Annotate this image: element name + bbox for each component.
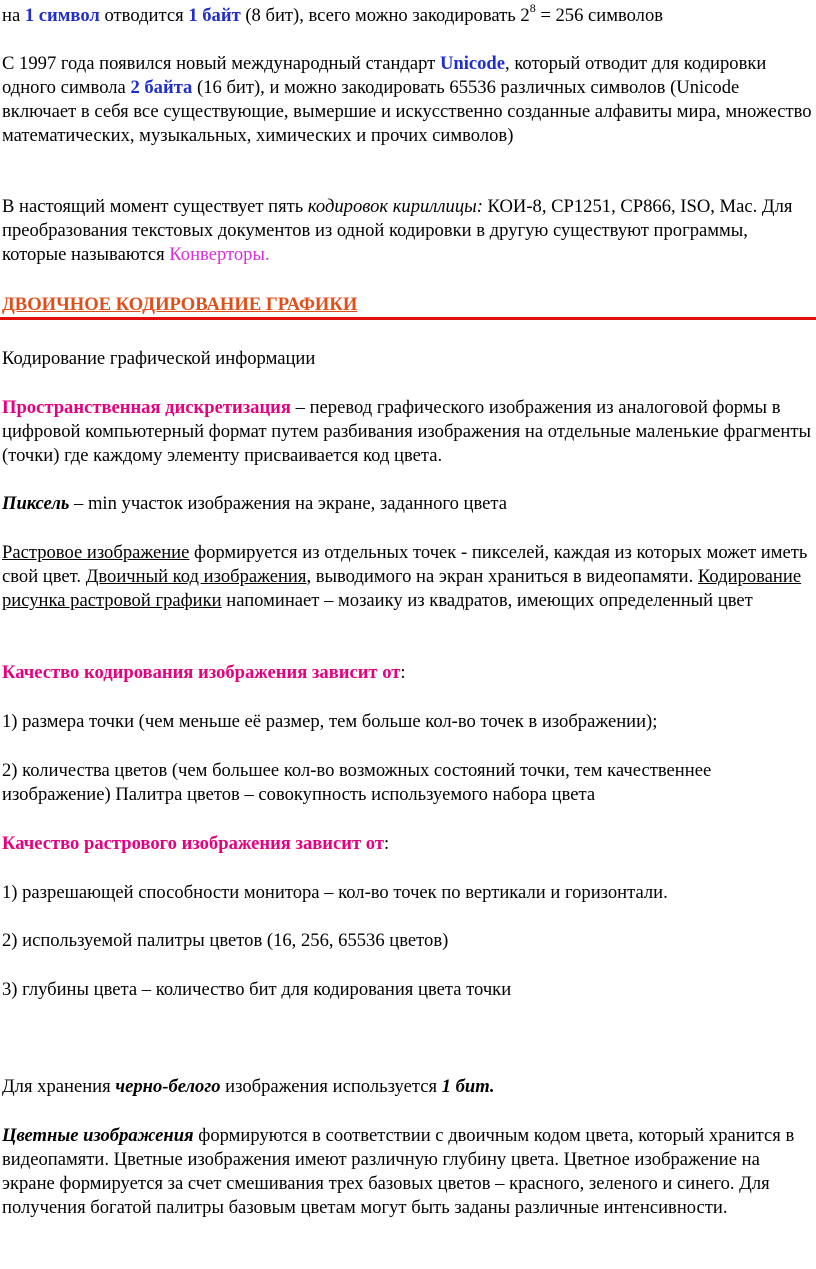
- highlight-1-symbol: 1 символ: [24, 5, 100, 26]
- section-heading: [0, 293, 814, 317]
- subheading-encoding-quality: Качество кодирования изображения зависит от: [2, 662, 401, 683]
- highlight-2-bytes: 2 байта: [130, 77, 193, 98]
- paragraph-raster-quality-heading: Качество растрового изображения зависит от:: [2, 833, 390, 854]
- heading-divider: [0, 317, 816, 320]
- list-item-color-count: 2) количества цветов (чем большее кол-во возможных состояний точки, тем качественнее изображение) Палитра цветов – совокупность используемого набора цвета: [2, 760, 712, 805]
- paragraph-symbol-byte: на 1 символ отводится 1 байт (8 бит), всего можно закодировать $2^8 = 256$ символов: [2, 0, 664, 26]
- list-item-palette: 2) используемой палитры цветов (16, 256, 65536 цветов): [2, 930, 449, 951]
- list-item-monitor-resolution: 1) разрешающей способности монитора – кол-во точек по вертикали и горизонтали.: [2, 882, 668, 903]
- term-1-bit: 1 бит.: [441, 1076, 495, 1097]
- paragraph-color-images: Цветные изображения формируются в соответствии с двоичным кодом цвета, который хранится в видеопамяти. Цветные изображения имеют различную глубину цвета. Цветное изображение на экране формируется за счет смешивания трех базовых цветов – красного, зеленого и синего. Для получения богатой палитры базовым цветам могут быть заданы различные интенсивности.: [2, 1125, 795, 1218]
- paragraph-raster-image: Растровое изображение формируется из отдельных точек - пикселей, каждая из которых может иметь свой цвет. Двоичный код изображения, выводимого на экран храниться в видеопамяти. Кодирование рисунка растровой графики напоминает – мозаику из квадратов, имеющих определенный цвет: [2, 542, 808, 611]
- paragraph-unicode: С 1997 года появился новый международный стандарт Unicode, который отводит для кодировки одного символа 2 байта (16 бит), и можно закодировать 65536 различных символов (Unicode включает в себя все существующие, вымершие и искусственно созданные алфавиты мира, множество математических, музыкальных, химических и прочих символов): [2, 53, 812, 146]
- list-item-color-depth: 3) глубины цвета – количество бит для кодирования цвета точки: [2, 979, 512, 1000]
- italic-cyrillic-encodings: кодировок кириллицы:: [307, 196, 483, 217]
- highlight-1-byte: 1 байт: [188, 5, 241, 26]
- term-raster-image: Растровое изображение: [2, 542, 190, 563]
- paragraph-graphics-encoding-title: Кодирование графической информации: [2, 348, 316, 369]
- term-raster-encoding: Кодирование рисунка растровой графики: [2, 566, 802, 611]
- paragraph-pixel: Пиксель – min участок изображения на экране, заданного цвета: [2, 493, 508, 514]
- heading-binary-graphics: ДВОИЧНОЕ КОДИРОВАНИЕ ГРАФИКИ: [2, 294, 358, 315]
- list-item-point-size: 1) размера точки (чем меньше её размер, тем больше кол-во точек в изображении);: [2, 711, 658, 732]
- term-pixel: Пиксель: [2, 493, 70, 514]
- converters-term: Конверторы.: [169, 244, 270, 265]
- term-spatial-discretization: Пространственная дискретизация: [2, 397, 291, 418]
- paragraph-black-white: Для хранения черно-белого изображения используется 1 бит.: [2, 1076, 495, 1097]
- term-color-images: Цветные изображения: [2, 1125, 194, 1146]
- paragraph-cyrillic-encodings: В настоящий момент существует пять кодировок кириллицы: КОИ-8, СР1251, СР866, ISO, Mac. Для преобразования текстовых документов из одной кодировки в другую существуют программы, которые называются Конверторы.: [2, 196, 793, 265]
- exponent: 8: [529, 0, 536, 15]
- paragraph-encoding-quality-heading: Качество кодирования изображения зависит от:: [2, 662, 406, 683]
- subheading-raster-quality: Качество растрового изображения зависит от: [2, 833, 384, 854]
- term-black-white: черно-белого: [115, 1076, 221, 1097]
- term-binary-code: Двоичный код изображения: [85, 566, 307, 587]
- paragraph-spatial-discretization: Пространственная дискретизация – перевод графического изображения из аналоговой формы в цифровой компьютерный формат путем разбивания изображения на отдельные маленькие фрагменты (точки) где каждому элементу присваивается код цвета.: [2, 397, 811, 466]
- highlight-unicode: Unicode: [439, 53, 506, 74]
